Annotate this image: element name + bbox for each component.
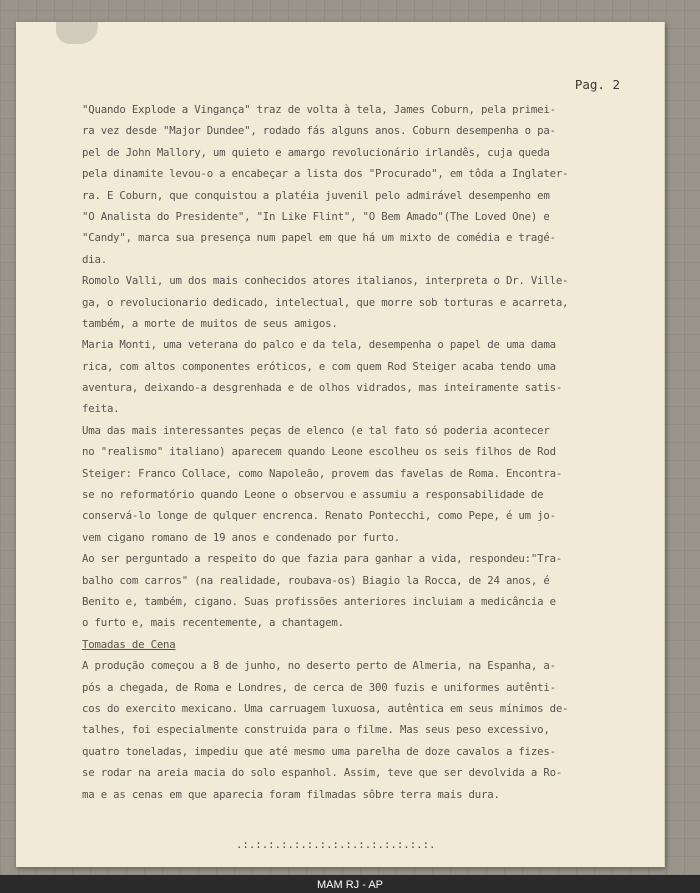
text-line: ra vez desde "Major Dundee", rodado fás alguns anos. Coburn desempenha o pa-: [82, 124, 556, 138]
text-line: o furto e, mais recentemente, a chantagem.: [82, 616, 344, 630]
text-line: se no reformatório quando Leone o observou e assumiu a responsabilidade de: [82, 488, 544, 502]
text-line: Romolo Valli, um dos mais conhecidos atores italianos, interpreta o Dr. Ville-: [82, 274, 569, 288]
text-line: "Candy", marca sua presença num papel em que há um mixto de comédia e tragé-: [82, 231, 556, 245]
text-line: se rodar na areia macia do solo espanhol. Assim, teve que ser devolvida a Ro-: [82, 766, 563, 780]
text-line: conservá-lo longe de qulquer encrenca. Renato Pontecchi, como Pepe, é um jo-: [82, 509, 556, 523]
text-line: Ao ser perguntado a respeito do que fazia para ganhar a vida, respondeu:"Tra-: [82, 552, 563, 566]
text-line: no "realismo" italiano) aparecem quando Leone escolheu os seis filhos de Rod: [82, 445, 556, 459]
section-heading: Tomadas de Cena: [82, 637, 176, 651]
text-line: pela dinamite levou-o a encabeçar a lista dos "Procurado", em tôda a Inglater-: [82, 167, 569, 181]
text-line: vem cigano romano de 19 anos e condenado por furto.: [82, 530, 400, 544]
text-line: balho com carros" (na realidade, roubava-os) Biagio la Rocca, de 24 anos, é: [82, 573, 550, 587]
text-line: "O Analista do Presidente", "In Like Flint", "O Bem Amado"(The Loved One) e: [82, 209, 550, 223]
text-line: Uma das mais interessantes peças de elenco (e tal fato só poderia acontecer: [82, 423, 550, 437]
text-line: Steiger: Franco Collace, como Napoleão, provem das favelas de Roma. Encontra-: [82, 466, 563, 480]
text-line: Maria Monti, uma veterana do palco e da tela, desempenha o papel de uma dama: [82, 338, 556, 352]
text-line: ga, o revolucionario dedicado, intelectual, que morre sob torturas e acarreta,: [82, 295, 569, 309]
text-line: aventura, deixando-a desgrenhada e de olhos vidrados, mas inteiramente satis-: [82, 381, 563, 395]
text-line: pel de John Mallory, um quieto e amargo revolucionário irlandês, cuja queda: [82, 145, 550, 159]
text-line: pós a chegada, de Roma e Londres, de cerca de 300 fuzis e uniformes autênti-: [82, 680, 556, 694]
text-line: talhes, foi especialmente construida para o filme. Mas seus peso excessivo,: [82, 723, 550, 737]
text-line: Benito e, também, cigano. Suas profissões anteriores incluiam a medicância e: [82, 594, 556, 608]
text-line: ma e as cenas em que aparecia foram filmadas sôbre terra mais dura.: [82, 787, 500, 801]
text-line: A produção começou a 8 de junho, no deserto perto de Almeria, na Espanha, a-: [82, 659, 556, 673]
text-line: quatro toneladas, impediu que até mesmo uma parelha de doze cavalos a fizes-: [82, 744, 556, 758]
text-line: ra. E Coburn, que conquistou a platéia juvenil pelo admirável desempenho em: [82, 188, 550, 202]
archive-caption: MAM RJ - AP: [316, 879, 383, 891]
typewritten-text: [82, 99, 622, 805]
text-line: dia.: [82, 252, 107, 266]
text-line: também, a morte de muitos de seus amigos.: [82, 316, 338, 330]
text-line: feita.: [82, 402, 120, 416]
text-line: "Quando Explode a Vingança" traz de volta à tela, James Coburn, pela primei-: [82, 103, 556, 116]
text-line: cos do exercito mexicano. Uma carruagem luxuosa, autêntica em seus mínimos de-: [82, 701, 569, 715]
page-number: Pag. 2: [574, 77, 620, 92]
text-line: rica, com altos componentes eróticos, e com quem Rod Steiger acaba tendo uma: [82, 359, 556, 373]
closing-rule: .:.:.:.:.:.:.:.:.:.:.:.:.:.:.:.: [236, 838, 436, 851]
